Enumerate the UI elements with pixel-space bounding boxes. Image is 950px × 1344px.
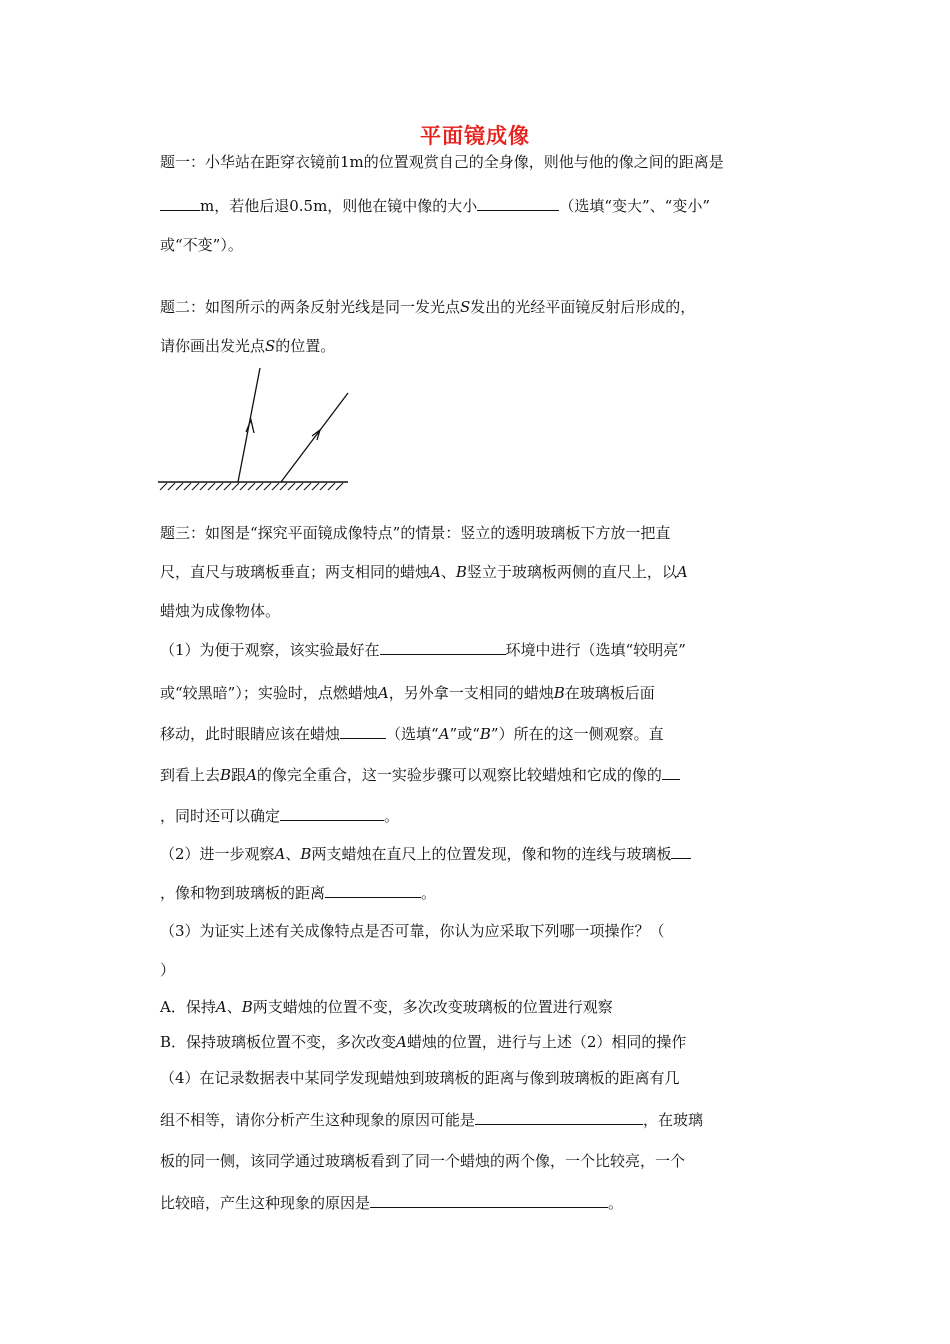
- candle-b-label: B: [553, 684, 565, 702]
- candle-b-label: B: [220, 766, 232, 784]
- q3-part4-line-3: [160, 1151, 685, 1171]
- q1-text: 或“不变”）。: [160, 236, 243, 254]
- q3-part1-line-3: [160, 724, 664, 744]
- answer-blank: [340, 724, 386, 739]
- page-title: 平面镜成像: [420, 124, 530, 148]
- mirror-reflection-diagram: [155, 360, 355, 495]
- q3-text: 板的同一侧，该同学通过玻璃板看到了同一个蜡烛的两个像，一个比较亮，一个: [160, 1152, 686, 1170]
- candle-b-label: B: [300, 845, 312, 863]
- q3-part4-line-4: [160, 1193, 623, 1213]
- reflected-ray-2: [281, 393, 348, 482]
- q3-text: 、: [285, 845, 301, 863]
- q3-line-1: [160, 523, 670, 543]
- q3-part4-line-1: [160, 1068, 680, 1088]
- q3-text: 在玻璃板后面: [564, 684, 655, 702]
- q3-text: 。: [384, 807, 400, 825]
- q3-text: 移动，此时眼睛应该在蜡烛: [160, 725, 341, 743]
- candle-a-label: A: [438, 725, 450, 743]
- q3-text: 尺，直尺与玻璃板垂直；两支相同的蜡烛: [160, 563, 431, 581]
- q1-line-2: [160, 196, 710, 216]
- candle-a-label: A: [396, 1033, 407, 1051]
- candle-b-label: B: [479, 725, 491, 743]
- q3-part1-line-2: [160, 683, 655, 703]
- q3-text: 或“较黑暗”）；实验时，点燃蜡烛: [160, 684, 378, 702]
- q3-text: 比较暗，产生这种现象的原因是: [160, 1194, 371, 1212]
- q2-text: 题二：如图所示的两条反射光线是同一发光点: [160, 298, 461, 316]
- q3-text: ，在玻璃: [643, 1111, 704, 1129]
- q3-text: A．保持: [160, 998, 216, 1016]
- answer-blank: [380, 640, 506, 655]
- q3-line-3: [160, 601, 280, 621]
- answer-blank: [662, 765, 680, 780]
- q1-line-1: [160, 152, 724, 172]
- q3-part4-line-2: [160, 1110, 703, 1130]
- q3-part1-line-4: [160, 765, 680, 785]
- q2-text: 的位置。: [275, 337, 336, 355]
- q3-option-a: [160, 997, 613, 1017]
- q3-part1-line-1: [160, 640, 686, 660]
- q3-text: 竖立于玻璃板两侧的直尺上，以: [466, 563, 677, 581]
- q3-text: 两支蜡烛的位置不变，多次改变玻璃板的位置进行观察: [252, 998, 613, 1016]
- q3-part3-line-1: [160, 921, 665, 941]
- candle-a-label: A: [676, 563, 688, 581]
- q3-part1-line-5: [160, 806, 399, 826]
- answer-blank: [671, 844, 691, 859]
- q3-text: （3）为证实上述有关成像特点是否可靠，你认为应采取下列哪一项操作？（: [160, 922, 665, 940]
- answer-blank: [370, 1193, 608, 1208]
- q3-text: ”）所在的这一侧观察。直: [490, 725, 664, 743]
- q1-text: 题一：小华站在距穿衣镜前1m的位置观赏自己的全身像，则他与他的像之间的距离是: [160, 153, 724, 171]
- q3-text: 。: [421, 884, 437, 902]
- q3-text: ，同时还可以确定: [160, 807, 281, 825]
- candle-a-label: A: [377, 684, 389, 702]
- q3-text: 。: [608, 1194, 624, 1212]
- q2-text: 请你画出发光点: [160, 337, 266, 355]
- point-s-label: S: [265, 337, 276, 355]
- q3-text: ，像和物到玻璃板的距离: [160, 884, 326, 902]
- q1-line-3: [160, 235, 243, 255]
- q3-text: 两支蜡烛在直尺上的位置发现，像和物的连线与玻璃板: [311, 845, 672, 863]
- q3-line-2: [160, 562, 688, 582]
- q1-text: m，若他后退0.5m，则他在镜中像的大小: [200, 197, 478, 215]
- q3-text: 、: [440, 563, 456, 581]
- q3-text: （选填“: [386, 725, 439, 743]
- q3-text: 蜡烛的位置，进行与上述（2）相同的操作: [406, 1033, 687, 1051]
- q3-part3-line-2: [160, 960, 175, 980]
- q3-text: 题三：如图是“探究平面镜成像特点”的情景：竖立的透明玻璃板下方放一把直: [160, 524, 671, 542]
- candle-a-label: A: [430, 563, 441, 581]
- q2-text: 发出的光经平面镜反射后形成的，: [470, 298, 696, 316]
- q3-text: ”或“: [449, 725, 480, 743]
- q3-text: （1）为便于观察，该实验最好在: [160, 641, 380, 659]
- q3-text: 跟: [231, 766, 247, 784]
- q3-text: 环境中进行（选填“较明亮”: [505, 641, 686, 659]
- q3-text: （4）在记录数据表中某同学发现蜡烛到玻璃板的距离与像到玻璃板的距离有几: [160, 1069, 680, 1087]
- q1-text: （选填“变大”、“变小”: [559, 197, 710, 215]
- q3-part2-line-1: [160, 844, 691, 864]
- candle-b-label: B: [241, 998, 253, 1016]
- q3-text: 的像完全重合，这一实验步骤可以观察比较蜡烛和它成的像的: [256, 766, 662, 784]
- q3-text: 到看上去: [160, 766, 221, 784]
- answer-blank: [325, 883, 421, 898]
- q3-text: ，另外拿一支相同的蜡烛: [388, 684, 554, 702]
- q3-text: ）: [160, 961, 176, 979]
- reflected-ray-1: [238, 368, 260, 482]
- candle-a-label: A: [246, 766, 257, 784]
- q3-text: 组不相等，请你分析产生这种现象的原因可能是: [160, 1111, 476, 1129]
- q3-text: 蜡烛为成像物体。: [160, 602, 281, 620]
- q3-text: （2）进一步观察: [160, 845, 275, 863]
- q3-text: 、: [226, 998, 242, 1016]
- point-s-label: S: [460, 298, 471, 316]
- q3-text: B．保持玻璃板位置不变，多次改变: [160, 1033, 397, 1051]
- answer-blank: [280, 806, 384, 821]
- answer-blank: [475, 1110, 643, 1125]
- candle-b-label: B: [455, 563, 467, 581]
- q3-part2-line-2: [160, 883, 436, 903]
- q3-option-b: [160, 1032, 686, 1052]
- candle-a-label: A: [274, 845, 286, 863]
- answer-blank: [160, 196, 200, 211]
- mirror-hatching: [160, 483, 343, 490]
- q2-line-1: [160, 297, 695, 317]
- candle-a-label: A: [215, 998, 227, 1016]
- q2-line-2: [160, 336, 335, 356]
- answer-blank: [477, 196, 559, 211]
